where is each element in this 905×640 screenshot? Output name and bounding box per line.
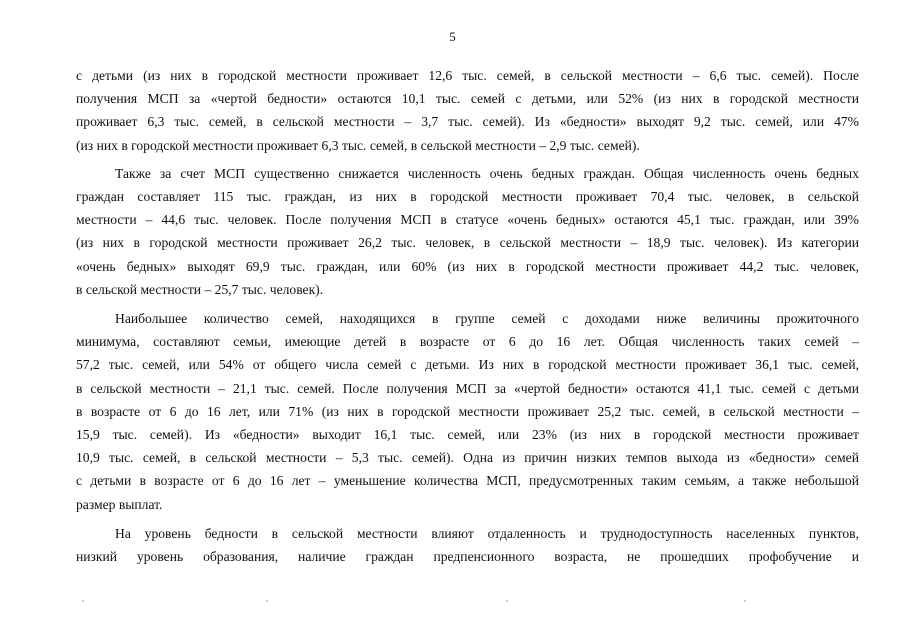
paragraph-1 xyxy=(76,64,859,157)
paragraph-line: Также за счет МСП существенно снижается численность очень бедных граждан. Общая численность очень бедных xyxy=(115,165,859,181)
paragraph-line: местности – 44,6 тыс. человек. После получения МСП в статусе «очень бедных» остаются 45,1 тыс. граждан, или 39% xyxy=(76,212,859,228)
paragraph-line: (из них в городской местности проживает 26,2 тыс. человек, в сельской местности – 18,9 тыс. человек). Из категории xyxy=(76,235,859,251)
paragraph-2 xyxy=(76,162,859,301)
paragraph-3 xyxy=(76,307,859,516)
scan-artifact-dots xyxy=(76,600,859,606)
page-number: 5 xyxy=(449,29,456,44)
scan-dot xyxy=(82,600,84,602)
paragraph-line: в возрасте от 6 до 16 лет, или 71% (из них в городской местности проживает 25,2 тыс. семей, в сельской местности – xyxy=(76,403,859,419)
scan-dot xyxy=(744,600,746,602)
paragraph-line: размер выплат. xyxy=(76,496,163,512)
paragraph-line: 10,9 тыс. семей, в сельской местности – 5,3 тыс. семей). Одна из причин низких темпов выхода из «бедности» семей xyxy=(76,450,859,466)
paragraph-line: проживает 6,3 тыс. семей, в сельской местности – 3,7 тыс. семей). Из «бедности» выходят 9,2 тыс. семей, или 47% xyxy=(76,114,859,130)
paragraph-line: «очень бедных» выходят 69,9 тыс. граждан, или 60% (из них в городской местности проживает 44,2 тыс. человек, xyxy=(76,258,859,274)
paragraph-4 xyxy=(76,522,859,568)
paragraph-line: 57,2 тыс. семей, или 54% от общего числа семей с детьми. Из них в городской местности проживает 36,1 тыс. семей, xyxy=(76,357,859,373)
paragraph-line: с детьми (из них в городской местности проживает 12,6 тыс. семей, в сельской местности – 6,6 тыс. семей). После xyxy=(76,68,859,83)
paragraph-line: (из них в городской местности проживает 6,3 тыс. семей, в сельской местности – 2,9 тыс. семей). xyxy=(76,137,640,153)
paragraph-line: минимума, составляют семьи, имеющие детей в возрасте от 6 до 16 лет. Общая численность таких семей – xyxy=(76,334,859,350)
scan-dot xyxy=(266,600,268,602)
document-body xyxy=(76,64,859,568)
paragraph-line: Наибольшее количество семей, находящихся в группе семей с доходами ниже величины прожиточного xyxy=(115,311,859,327)
paragraph-line: получения МСП за «чертой бедности» остаются 10,1 тыс. семей с детьми, или 52% (из них в городской местности xyxy=(76,91,859,107)
paragraph-line: в сельской местности – 21,1 тыс. семей. После получения МСП за «чертой бедности» остаются 41,1 тыс. семей с детьми xyxy=(76,380,859,396)
scan-dot xyxy=(506,600,508,602)
paragraph-line: граждан составляет 115 тыс. граждан, из них в городской местности проживает 70,4 тыс. человек, в сельской xyxy=(76,189,859,205)
paragraph-line: 15,9 тыс. семей). Из «бедности» выходит 16,1 тыс. семей, или 23% (из них в городской местности проживает xyxy=(76,427,859,443)
paragraph-line: низкий уровень образования, наличие граждан предпенсионного возраста, не прошедших профобучение и xyxy=(76,549,859,565)
paragraph-line: На уровень бедности в сельской местности влияют отдаленность и труднодоступность населенных пунктов, xyxy=(115,525,859,541)
paragraph-line: с детьми в возрасте от 6 до 16 лет – уменьшение количества МСП, предусмотренных таким семьям, а также небольшой xyxy=(76,473,859,489)
paragraph-line: в сельской местности – 25,7 тыс. человек). xyxy=(76,281,324,297)
